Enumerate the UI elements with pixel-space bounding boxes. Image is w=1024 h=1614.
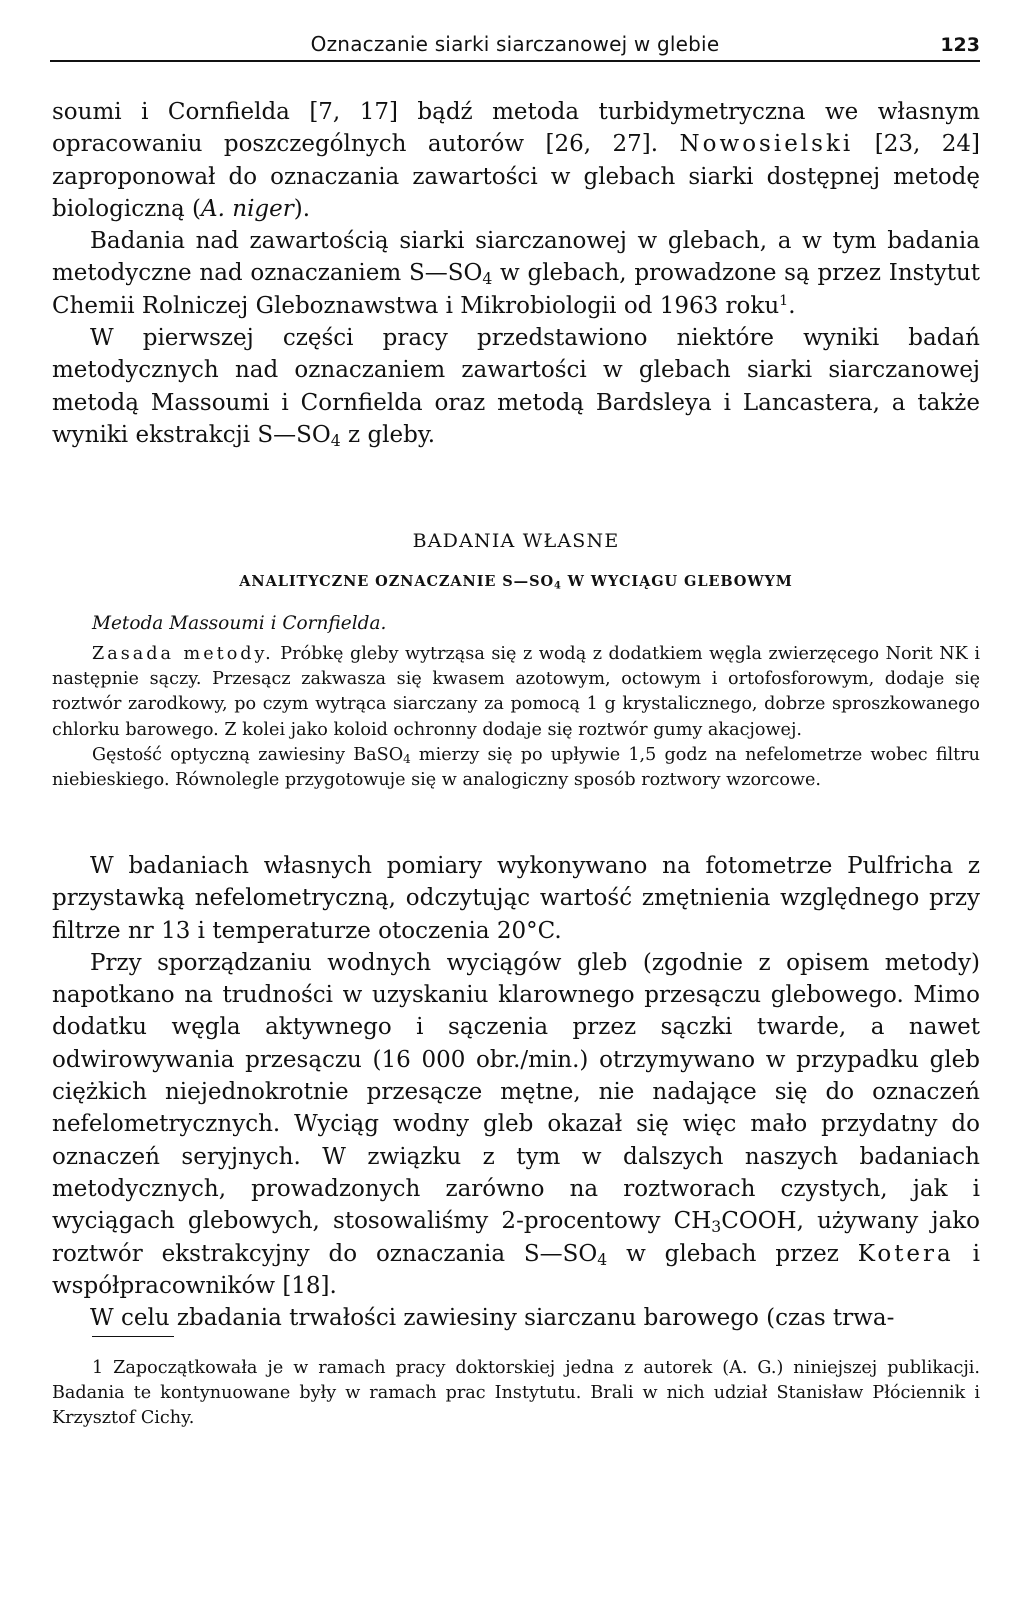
page-number: 123 (940, 34, 980, 56)
method-principle-label: Zasada metody. (92, 644, 274, 664)
page-header (50, 26, 980, 62)
method-paragraph-1: Zasada metody. Próbkę gleby wytrząsa się z wodą z dodatkiem węgla zwierzęcego Norit NK i następnie sączy. Przesącz zakwasza się kwasem azotowym, octowym i ortofosforowym, dodaje się roztwór zarodkowy, po czym wytrąca siarczany za pomocą 1 g krystalicznego, dobrze sproszkowanego chlorku barowego. Z kolei jako koloid ochronny dodaje się roztwór gumy akacjowej. (52, 644, 980, 740)
footnote-number: 1 (92, 1358, 104, 1378)
main-paragraph-1: W badaniach własnych pomiary wykonywano na fotometrze Pulfricha z przystawką nefelometryczną, odczytując wartość zmętnienia względnego przy filtrze nr 13 i temperaturze otoczenia 20°C. (52, 853, 980, 944)
method-paragraph-2: Gęstość optyczną zawiesiny BaSO$_4$ mierzy się po upływie 1,5 godz na nefelometrze wobec filtru niebieskiego. Równolegle przygotowuje się w analogiczny sposób roztwory wzorcowe. (52, 744, 980, 791)
method-title: Metoda Massoumi i Cornfielda. (92, 613, 387, 634)
footnote-divider (92, 1336, 174, 1337)
intro-paragraph-1: soumi i Cornfielda [7, 17] bądź metoda turbidymetryczna we własnym opracowaniu poszczególnych autorów [26, 27]. Nowosielski [23, 24] zaproponował do oznaczania zawartości w glebach siarki dostępnej metodę biologiczną (A. niger). (52, 99, 980, 222)
intro-text (52, 96, 980, 451)
method-description (52, 642, 980, 793)
main-paragraph-3: W celu zbadania trwałości zawiesiny siarczanu barowego (czas trwa- (90, 1305, 895, 1332)
intro-paragraph-2: Badania nad zawartością siarki siarczanowej w glebach, a w tym badania metodyczne nad oznaczaniem $S—SO_4$ w glebach, prowadzone są przez Instytut Chemii Rolniczej Gleboznawstwa i Mikrobiologii od 1963 roku$^1$. (52, 228, 981, 319)
running-title: Oznaczanie siarki siarczanowej w glebie (310, 32, 720, 56)
author-name: Nowosielski (679, 131, 854, 158)
intro-paragraph-3: W pierwszej części pracy przedstawiono niektóre wyniki badań metodycznych nad oznaczaniem zawartości w glebach siarki siarczanowej metodą Massoumi i Cornfielda oraz metodą Bardsleya i Lancastera, a także wyniki ekstrakcji $S—SO_4$ z gleby. (52, 325, 980, 450)
author-name-kotera: Kotera (857, 1240, 954, 1267)
section-title: BADANIA WŁASNE (412, 530, 620, 552)
footnote-paragraph: 1 Zapoczątkowała je w ramach pracy doktorskiej jedna z autorek (A. G.) niniejszej publikacji. Badania te kontynuowane były w ramach prac Instytutu. Brali w nich udział Stanisław Płóciennik i Krzysztof Cichy. (52, 1358, 980, 1429)
footnote-marker: 1 (779, 292, 789, 309)
main-text (52, 850, 980, 1334)
subsection-title: ANALITYCZNE OZNACZANIE $S—SO_4$ W WYCIĄGU GLEBOWYM (239, 573, 793, 592)
main-paragraph-2: Przy sporządzaniu wodnych wyciągów gleb (zgodnie z opisem metody) napotkano na trudności w uzyskaniu klarownego przesączu glebowego. Mimo dodatku węgla aktywnego i sączenia przez sączki twarde, a nawet odwirowywania przesączu (16 000 obr./min.) otrzymywano w przypadku gleb ciężkich niejednokrotnie przesącze mętne, nie nadające się do oznaczeń nefelometrycznych. Wyciąg wodny gleb okazał się więc mało przydatny do oznaczeń seryjnych. W związku z tym w dalszych naszych badaniach metodycznych, prowadzonych zarówno na roztworach czystych, jak i wyciągach glebowych, stosowaliśmy 2-procentowy $CH_3COOH$, używany jako roztwór ekstrakcyjny do oznaczania $S—SO_4$ w glebach przez Kotera i współpracowników [18]. (52, 949, 980, 1299)
footnote (52, 1356, 980, 1432)
